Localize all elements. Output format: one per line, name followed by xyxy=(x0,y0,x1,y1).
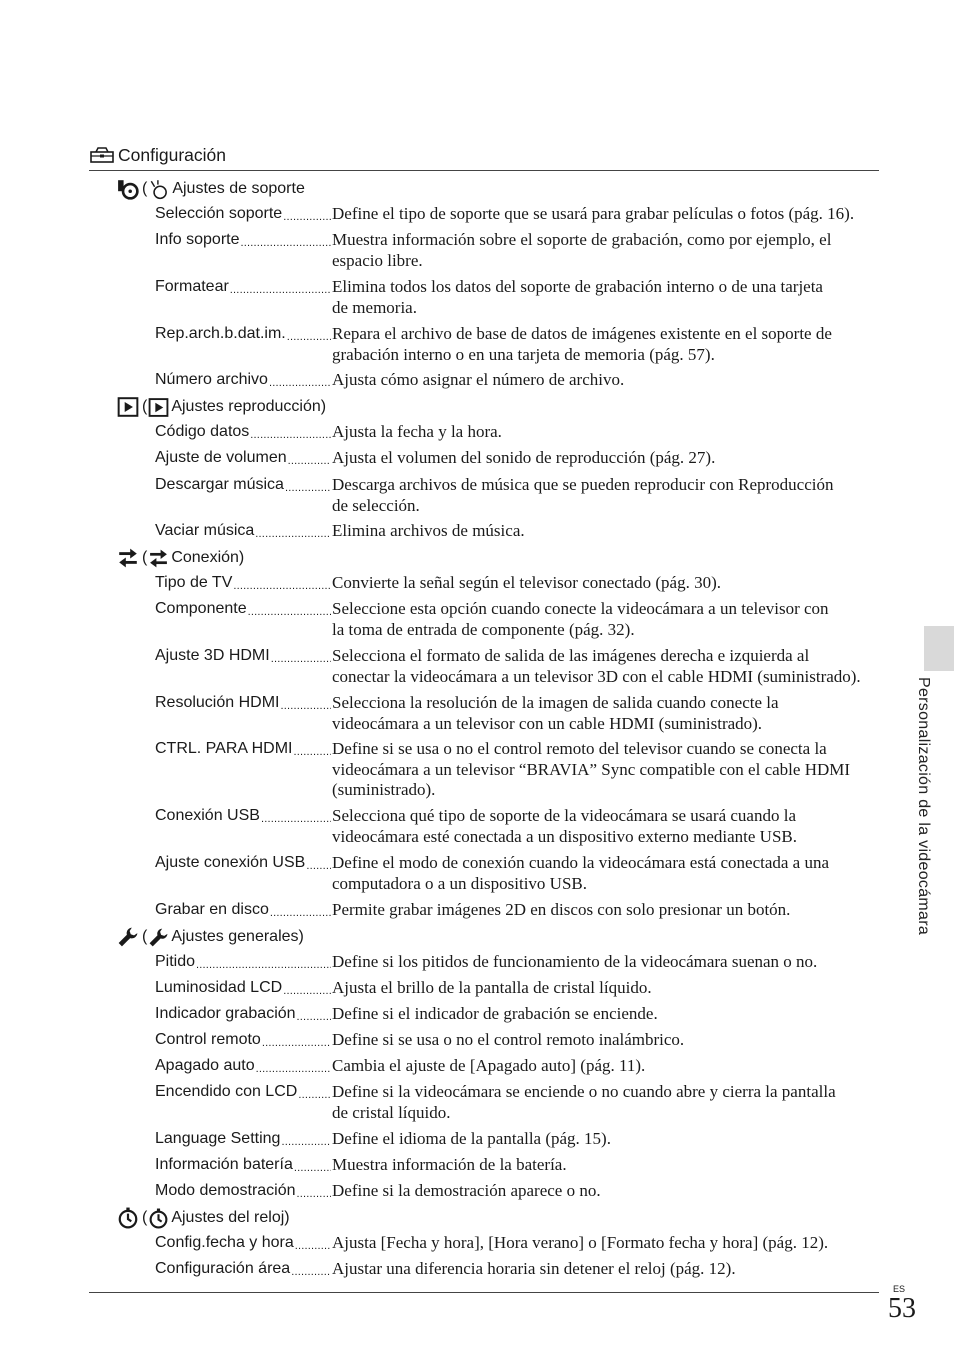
dot-leader xyxy=(298,1082,331,1103)
camera-toolbox-icon xyxy=(89,146,117,164)
subsection-reproduccion xyxy=(117,396,326,418)
setting-term xyxy=(155,1004,331,1025)
description-line: videocámara a un televisor “BRAVIA” Sync compatible con el cable HDMI xyxy=(332,759,851,779)
dot-leader xyxy=(233,573,331,594)
setting-term xyxy=(155,1129,331,1150)
description-line: espacio libre. xyxy=(332,250,423,270)
setting-term xyxy=(155,1030,331,1051)
setting-description xyxy=(332,1056,880,1077)
description-line: Convierte la señal según el televisor conectado (pág. 30). xyxy=(332,573,721,592)
description-line: Selecciona la resolución de la imagen de salida cuando conecte la xyxy=(332,693,779,712)
setting-term xyxy=(155,475,331,496)
dot-leader xyxy=(270,900,331,921)
description-line: computadora o a un dispositivo USB. xyxy=(332,873,587,893)
description-line: Define si el indicador de grabación se enciende. xyxy=(332,1004,658,1023)
setting-description xyxy=(332,324,880,365)
dot-leader xyxy=(283,204,331,225)
setting-description xyxy=(332,806,880,847)
description-line: Permite grabar imágenes 2D en discos con solo presionar un botón. xyxy=(332,900,791,919)
paren-open: ( xyxy=(142,398,148,415)
description-line: Ajustar una diferencia horaria sin detener el reloj (pág. 12). xyxy=(332,1259,736,1278)
setting-name: Pitido xyxy=(155,953,196,970)
dot-leader xyxy=(281,1129,331,1150)
subsection-generales xyxy=(117,926,304,948)
side-chapter-label: Personalización de la videocámara xyxy=(915,677,932,936)
setting-term xyxy=(155,1233,331,1254)
description-line: Define si los pitidos de funcionamiento de la videocámara suenan o no. xyxy=(332,952,818,971)
description-line: Elimina todos los datos del soporte de grabación interno o de una tarjeta xyxy=(332,277,823,296)
dot-leader xyxy=(285,475,331,496)
description-line: Muestra información de la batería. xyxy=(332,1155,567,1174)
description-line: conectar la videocámara a un televisor 3D con el cable HDMI (suministrado). xyxy=(332,666,861,686)
setting-term xyxy=(155,900,331,921)
setting-term xyxy=(155,1056,331,1077)
setting-description xyxy=(332,952,880,973)
description-line: Define si la videocámara se enciende o no cuando abre y cierra la pantalla xyxy=(332,1082,836,1101)
section-title-text: Configuración xyxy=(118,145,226,165)
description-line: (suministrado). xyxy=(332,780,436,799)
subsection-label: Ajustes generales) xyxy=(171,928,304,945)
dot-leader xyxy=(306,853,331,874)
setting-name: Componente xyxy=(155,600,247,617)
setting-term xyxy=(155,573,331,594)
dot-leader xyxy=(280,693,331,714)
dot-leader xyxy=(261,806,331,827)
description-line: Define si se usa o no el control remoto del televisor cuando se conecta la xyxy=(332,739,827,758)
media-small-icon xyxy=(148,178,170,200)
setting-name: Selección soporte xyxy=(155,205,283,222)
paren-open: ( xyxy=(142,549,148,566)
setting-name: Apagado auto xyxy=(155,1057,255,1074)
setting-term xyxy=(155,370,331,391)
setting-description xyxy=(332,1082,880,1123)
setting-term xyxy=(155,448,331,469)
setting-term xyxy=(155,230,331,251)
dot-leader xyxy=(288,448,331,469)
setting-description xyxy=(332,693,880,734)
setting-term xyxy=(155,646,331,667)
dot-leader xyxy=(271,646,331,667)
description-line: videocámara esté conectada a un dispositivo externo mediante USB. xyxy=(332,826,797,846)
setting-description xyxy=(332,1155,880,1176)
setting-term xyxy=(155,1155,331,1176)
subsection-soporte xyxy=(117,178,305,200)
dot-leader xyxy=(291,1259,331,1280)
setting-name: Descargar música xyxy=(155,476,284,493)
dot-leader xyxy=(256,1056,331,1077)
description-line: Selecciona el formato de salida de las imágenes derecha e izquierda al xyxy=(332,646,810,665)
dot-leader xyxy=(250,422,331,443)
setting-description xyxy=(332,475,880,516)
dot-leader xyxy=(248,599,331,620)
setting-description xyxy=(332,370,880,391)
setting-description xyxy=(332,1030,880,1051)
setting-name: Tipo de TV xyxy=(155,574,233,591)
description-line: Define el idioma de la pantalla (pág. 15). xyxy=(332,1129,611,1148)
setting-name: CTRL. PARA HDMI xyxy=(155,740,293,757)
setting-description xyxy=(332,277,880,318)
dot-leader xyxy=(230,277,331,298)
description-line: Ajusta la fecha y la hora. xyxy=(332,422,502,441)
language-code: ES xyxy=(893,1284,906,1294)
setting-term xyxy=(155,1082,331,1103)
connection-icon xyxy=(148,548,169,569)
setting-description xyxy=(332,448,880,469)
setting-description xyxy=(332,204,880,225)
description-line: videocámara a un televisor con un cable HDMI (suministrado). xyxy=(332,713,763,733)
setting-name: Vaciar música xyxy=(155,522,255,539)
description-line: Ajusta [Fecha y hora], [Hora verano] o [Formato fecha y hora] (pág. 12). xyxy=(332,1233,829,1252)
setting-name: Conexión USB xyxy=(155,807,260,824)
setting-name: Número archivo xyxy=(155,371,268,388)
subsection-label: Ajustes reproducción) xyxy=(171,398,327,415)
setting-description xyxy=(332,573,880,594)
setting-name: Grabar en disco xyxy=(155,901,269,918)
setting-name: Resolución HDMI xyxy=(155,694,280,711)
dot-leader xyxy=(294,739,332,760)
setting-description xyxy=(332,1004,880,1025)
wrench-icon xyxy=(117,926,139,948)
dot-leader xyxy=(283,978,331,999)
setting-name: Indicador grabación xyxy=(155,1005,296,1022)
wrench-icon xyxy=(148,927,169,948)
setting-term xyxy=(155,806,331,827)
setting-term xyxy=(155,978,331,999)
setting-description xyxy=(332,853,880,894)
setting-term xyxy=(155,599,331,620)
setting-term xyxy=(155,853,331,874)
setting-term xyxy=(155,739,331,760)
setting-name: Ajuste conexión USB xyxy=(155,854,306,871)
setting-term xyxy=(155,952,331,973)
setting-description xyxy=(332,1233,880,1254)
dot-leader xyxy=(262,1030,331,1051)
description-line: Define el tipo de soporte que se usará para grabar películas o fotos (pág. 16). xyxy=(332,204,855,223)
description-line: Selecciona qué tipo de soporte de la videocámara se usará cuando la xyxy=(332,806,796,825)
setting-name: Modo demostración xyxy=(155,1182,296,1199)
setting-name: Language Setting xyxy=(155,1130,281,1147)
dot-leader xyxy=(295,1233,331,1254)
setting-term xyxy=(155,521,331,542)
description-line: Ajusta cómo asignar el número de archivo. xyxy=(332,370,625,389)
setting-term xyxy=(155,324,331,345)
dot-leader xyxy=(255,521,331,542)
dot-leader xyxy=(297,1181,331,1202)
description-line: Seleccione esta opción cuando conecte la videocámara a un televisor con xyxy=(332,599,829,618)
setting-term xyxy=(155,204,331,225)
setting-term xyxy=(155,693,331,714)
dot-leader xyxy=(297,1004,331,1025)
subsection-label: Conexión) xyxy=(171,549,245,566)
setting-description xyxy=(332,900,880,921)
setting-name: Config.fecha y hora xyxy=(155,1234,294,1251)
page-number: 53 xyxy=(888,1293,916,1324)
description-line: Ajusta el brillo de la pantalla de cristal líquido. xyxy=(332,978,652,997)
description-line: Muestra información sobre el soporte de grabación, como por ejemplo, el xyxy=(332,230,832,249)
description-line: de memoria. xyxy=(332,297,417,317)
subsection-label: Ajustes del reloj) xyxy=(171,1209,290,1226)
clock-icon xyxy=(148,1208,169,1229)
dot-leader xyxy=(241,230,332,251)
setting-name: Info soporte xyxy=(155,231,240,248)
section-title xyxy=(89,144,879,171)
side-tab-marker xyxy=(924,626,954,671)
setting-description xyxy=(332,422,880,443)
description-line: de cristal líquido. xyxy=(332,1102,451,1122)
setting-description xyxy=(332,230,880,271)
setting-term xyxy=(155,277,331,298)
setting-name: Configuración área xyxy=(155,1260,291,1277)
description-line: Define si la demostración aparece o no. xyxy=(332,1181,601,1200)
description-line: grabación interno o en una tarjeta de memoria (pág. 57). xyxy=(332,344,715,364)
setting-name: Formatear xyxy=(155,278,229,295)
setting-name: Luminosidad LCD xyxy=(155,979,283,996)
subsection-reloj xyxy=(117,1207,290,1229)
setting-description xyxy=(332,521,880,542)
subsection-conexion xyxy=(117,547,244,569)
playback-icon xyxy=(117,396,139,418)
setting-description xyxy=(332,646,880,687)
setting-name: Control remoto xyxy=(155,1031,261,1048)
paren-open: ( xyxy=(142,180,148,197)
description-line: Define el modo de conexión cuando la videocámara está conectada a una xyxy=(332,853,830,872)
setting-name: Ajuste de volumen xyxy=(155,449,287,466)
description-line: de selección. xyxy=(332,495,420,515)
setting-name: Encendido con LCD xyxy=(155,1083,298,1100)
subsection-label: Ajustes de soporte xyxy=(172,180,305,197)
setting-term xyxy=(155,1259,331,1280)
description-line: Elimina archivos de música. xyxy=(332,521,525,540)
clock-icon xyxy=(117,1207,139,1229)
description-line: la toma de entrada de componente (pág. 32). xyxy=(332,619,635,639)
setting-description xyxy=(332,1259,880,1280)
connection-icon xyxy=(117,547,139,569)
media-icon xyxy=(117,178,139,200)
playback-icon xyxy=(148,397,169,418)
description-line: Ajusta el volumen del sonido de reproducción (pág. 27). xyxy=(332,448,716,467)
paren-open: ( xyxy=(142,928,148,945)
paren-open: ( xyxy=(142,1209,148,1226)
setting-description xyxy=(332,1129,880,1150)
description-line: Descarga archivos de música que se pueden reproducir con Reproducción xyxy=(332,475,834,494)
setting-description xyxy=(332,739,880,801)
setting-description xyxy=(332,599,880,640)
dot-leader xyxy=(294,1155,331,1176)
description-line: Repara el archivo de base de datos de imágenes existente en el soporte de xyxy=(332,324,832,343)
setting-term xyxy=(155,422,331,443)
setting-name: Ajuste 3D HDMI xyxy=(155,647,270,664)
setting-term xyxy=(155,1181,331,1202)
setting-name: Información batería xyxy=(155,1156,293,1173)
setting-description xyxy=(332,1181,880,1202)
bottom-rule xyxy=(89,1292,879,1293)
setting-name: Código datos xyxy=(155,423,250,440)
description-line: Cambia el ajuste de [Apagado auto] (pág. 11). xyxy=(332,1056,646,1075)
dot-leader xyxy=(287,324,331,345)
description-line: Define si se usa o no el control remoto inalámbrico. xyxy=(332,1030,685,1049)
setting-description xyxy=(332,978,880,999)
dot-leader xyxy=(269,370,331,391)
setting-name: Rep.arch.b.dat.im. xyxy=(155,325,286,342)
dot-leader xyxy=(196,952,331,973)
